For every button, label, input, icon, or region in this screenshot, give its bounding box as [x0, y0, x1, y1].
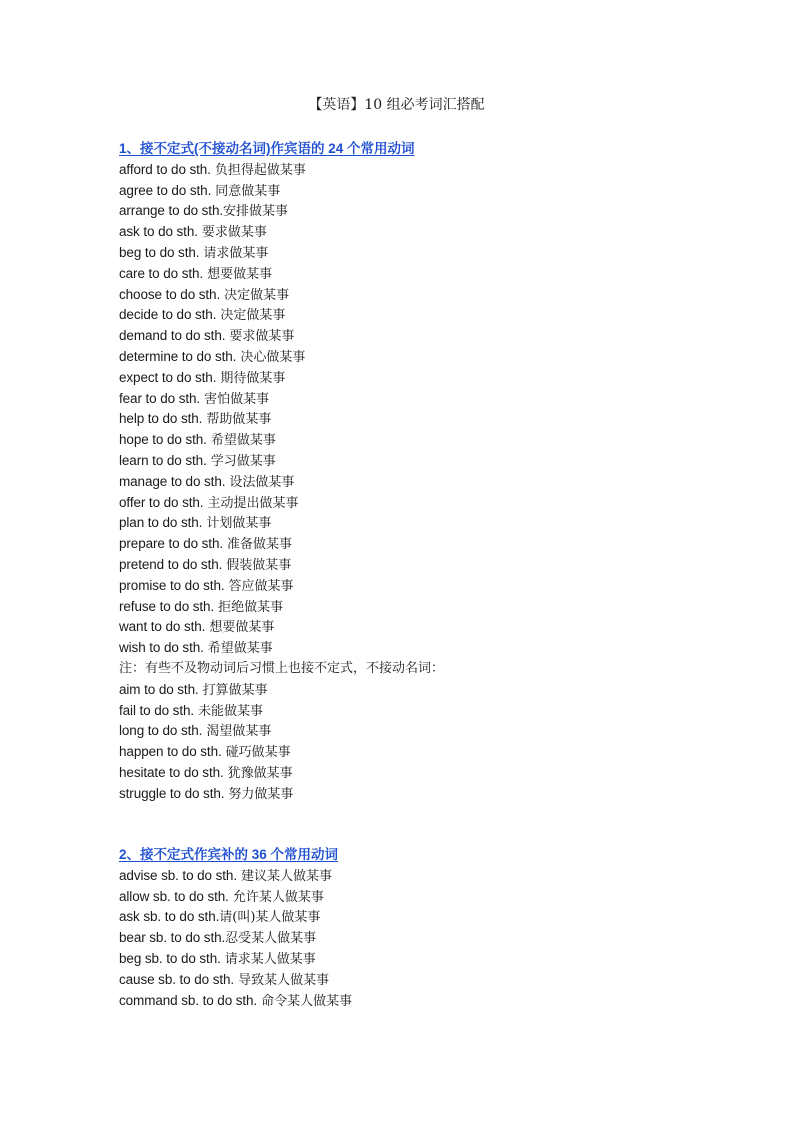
entry-chinese: 碰巧做某事 [225, 745, 291, 761]
entry-english: ask sb. to do sth. [119, 909, 220, 925]
vocab-entry [119, 617, 739, 638]
entry-chinese: 期待做某事 [220, 370, 286, 386]
entry-chinese: 设法做某事 [229, 474, 295, 490]
vocab-entry [119, 181, 739, 202]
entry-chinese: 渴望做某事 [206, 724, 272, 740]
entry-chinese: 打算做某事 [202, 682, 268, 698]
entry-english: arrange to do sth. [119, 203, 224, 219]
entry-english: decide to do sth. [119, 307, 217, 323]
entry-chinese: 忍受某人做某事 [225, 931, 317, 947]
entry-english: command sb. to do sth. [119, 992, 258, 1008]
vocab-entry [119, 991, 739, 1012]
vocab-entry [119, 201, 739, 222]
entry-english: hope to do sth. [119, 432, 207, 448]
entry-chinese: 帮助做某事 [206, 412, 272, 428]
entry-chinese: 拒绝做某事 [218, 599, 284, 615]
entry-chinese: 建议某人做某事 [240, 868, 332, 884]
vocab-entry [119, 347, 739, 368]
section-infinitive-object [119, 139, 739, 805]
entry-chinese: 请求某人做某事 [224, 951, 316, 967]
entry-english: expect to do sth. [119, 369, 217, 385]
vocab-entry [119, 597, 739, 618]
entry-chinese: 希望做某事 [207, 641, 273, 657]
entry-english: learn to do sth. [119, 452, 207, 468]
entry-chinese: 想要做某事 [209, 620, 275, 636]
vocab-entry [119, 680, 739, 701]
entry-chinese: 负担得起做某事 [214, 162, 306, 178]
vocab-entry [119, 451, 739, 472]
entry-chinese: 允许某人做某事 [232, 889, 324, 905]
entry-english: help to do sth. [119, 411, 203, 427]
entry-chinese: 要求做某事 [229, 329, 295, 345]
entry-chinese: 未能做某事 [198, 703, 264, 719]
entry-chinese: 要求做某事 [201, 225, 267, 241]
vocab-entry [119, 243, 739, 264]
vocab-entry [119, 472, 739, 493]
entry-english: want to do sth. [119, 619, 206, 635]
section-infinitive-complement [119, 845, 739, 1011]
entry-english: hesitate to do sth. [119, 764, 224, 780]
vocab-entry [119, 305, 739, 326]
entry-english: care to do sth. [119, 265, 204, 281]
entry-english: cause sb. to do sth. [119, 971, 235, 987]
entry-chinese: 决定做某事 [224, 287, 290, 303]
entry-chinese: 害怕做某事 [204, 391, 270, 407]
entry-english: ask to do sth. [119, 224, 198, 240]
entry-chinese: 主动提出做某事 [207, 495, 299, 511]
vocab-entry [119, 701, 739, 722]
entry-chinese: 命令某人做某事 [261, 993, 353, 1009]
vocab-entry [119, 576, 739, 597]
section-2-entry-list [119, 866, 739, 1012]
vocab-entry [119, 160, 739, 181]
entry-english: refuse to do sth. [119, 598, 215, 614]
entry-chinese: 准备做某事 [227, 537, 293, 553]
entry-chinese: 请(叫)某人做某事 [219, 910, 321, 926]
entry-chinese: 安排做某事 [223, 204, 289, 220]
entry-english: choose to do sth. [119, 286, 221, 302]
vocab-entry [119, 763, 739, 784]
entry-chinese: 决定做某事 [220, 308, 286, 324]
vocab-entry [119, 638, 739, 659]
entry-english: manage to do sth. [119, 473, 226, 489]
entry-english: struggle to do sth. [119, 785, 225, 801]
vocab-entry [119, 389, 739, 410]
entry-english: afford to do sth. [119, 161, 211, 177]
entry-chinese: 想要做某事 [207, 266, 273, 282]
entry-chinese: 努力做某事 [228, 786, 294, 802]
section-2-heading[interactable]: 2、接不定式作宾补的 36 个常用动词 [119, 847, 339, 862]
entry-english: beg to do sth. [119, 244, 200, 260]
vocab-entry [119, 928, 739, 949]
entry-chinese: 请求做某事 [203, 245, 269, 261]
vocab-entry [119, 721, 739, 742]
vocab-entry [119, 513, 739, 534]
vocab-entry [119, 264, 739, 285]
entry-chinese: 决心做某事 [240, 349, 306, 365]
entry-english: determine to do sth. [119, 348, 237, 364]
vocab-entry [119, 409, 739, 430]
vocab-entry [119, 784, 739, 805]
entry-english: fail to do sth. [119, 702, 195, 718]
vocab-entry [119, 493, 739, 514]
entry-english: fear to do sth. [119, 390, 201, 406]
vocab-entry [119, 887, 739, 908]
entry-english: plan to do sth. [119, 515, 203, 531]
vocab-entry [119, 222, 739, 243]
entry-english: pretend to do sth. [119, 556, 223, 572]
vocab-entry [119, 285, 739, 306]
entry-chinese: 答应做某事 [228, 578, 294, 594]
vocab-entry [119, 970, 739, 991]
vocab-entry [119, 326, 739, 347]
document-title: 【英语】10 组必考词汇搭配 [308, 97, 485, 113]
entry-chinese: 计划做某事 [206, 516, 272, 532]
section-1-heading[interactable]: 1、接不定式(不接动名词)作宾语的 24 个常用动词 [119, 141, 415, 156]
entry-english: long to do sth. [119, 723, 203, 739]
entry-english: promise to do sth. [119, 577, 225, 593]
vocab-entry [119, 430, 739, 451]
section-1-note: 注：有些不及物动词后习惯上也接不定式，不接动名词： [119, 660, 445, 676]
entry-english: aim to do sth. [119, 681, 199, 697]
vocab-entry [119, 555, 739, 576]
entry-english: happen to do sth. [119, 744, 222, 760]
entry-english: beg sb. to do sth. [119, 950, 221, 966]
vocab-entry [119, 866, 739, 887]
entry-english: agree to do sth. [119, 182, 212, 198]
entry-english: allow sb. to do sth. [119, 888, 229, 904]
entry-chinese: 犹豫做某事 [227, 765, 293, 781]
vocab-entry [119, 949, 739, 970]
entry-english: advise sb. to do sth. [119, 867, 237, 883]
entry-english: offer to do sth. [119, 494, 204, 510]
entry-english: wish to do sth. [119, 640, 204, 656]
section-1-note-entry-list [119, 680, 739, 805]
vocab-entry [119, 368, 739, 389]
entry-chinese: 导致某人做某事 [238, 972, 330, 988]
entry-chinese: 假装做某事 [226, 557, 292, 573]
vocab-entry [119, 534, 739, 555]
entry-english: bear sb. to do sth. [119, 930, 226, 946]
entry-chinese: 同意做某事 [215, 183, 281, 199]
vocab-entry [119, 907, 739, 928]
entry-english: prepare to do sth. [119, 536, 224, 552]
entry-chinese: 学习做某事 [210, 453, 276, 469]
entry-chinese: 希望做某事 [210, 433, 276, 449]
vocab-entry [119, 742, 739, 763]
section-1-entry-list [119, 160, 739, 659]
entry-english: demand to do sth. [119, 328, 226, 344]
